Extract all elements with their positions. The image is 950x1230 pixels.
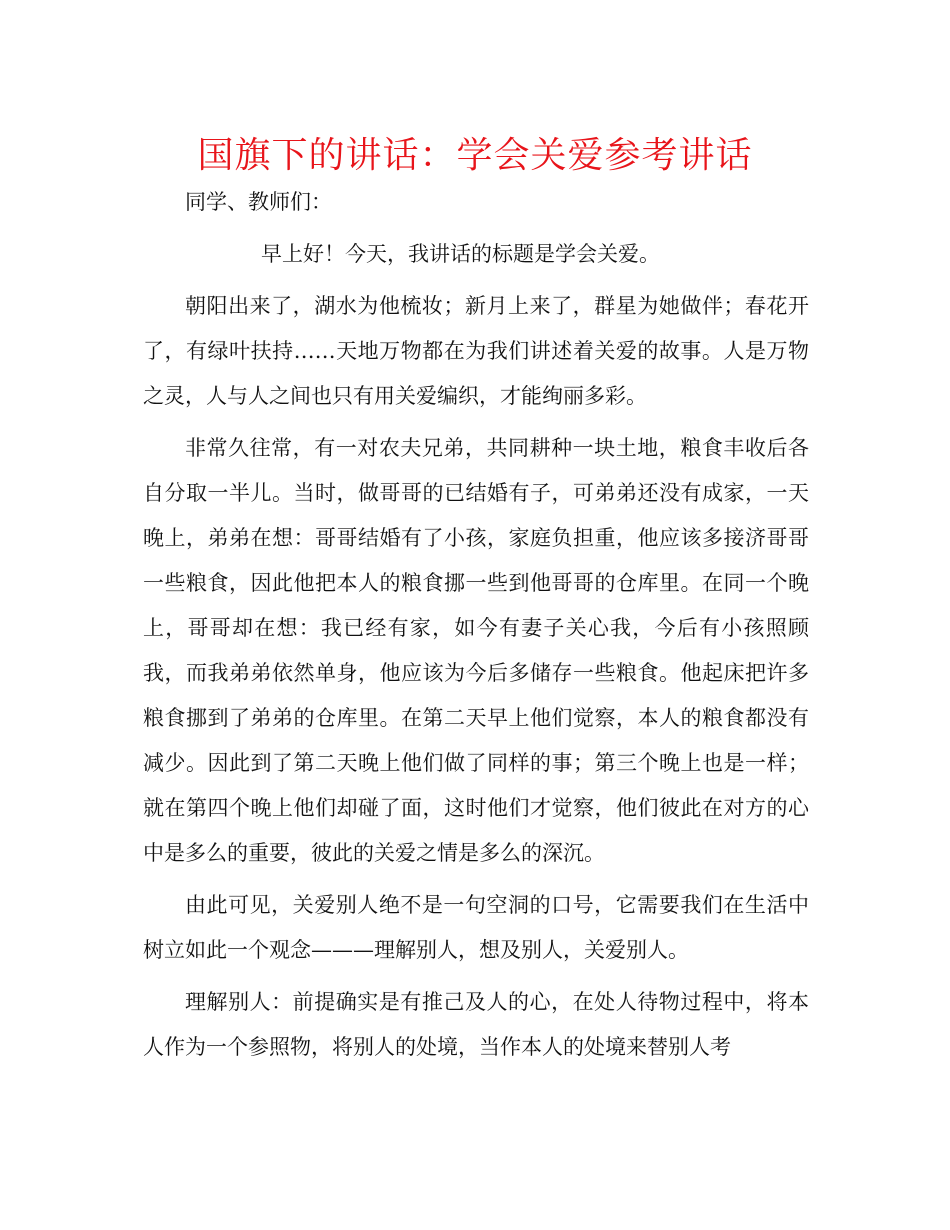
document-body <box>143 180 809 1077</box>
paragraph-conclusion: 由此可见，关爱别人绝不是一句空洞的口号，它需要我们在生活中树立如此一个观念———理解别人，想及别人，关爱别人。 <box>143 893 809 962</box>
paragraph-greeting: 早上好！今天，我讲话的标题是学会关爱。 <box>261 242 660 266</box>
paragraph-salutation: 同学、教师们： <box>185 190 332 214</box>
document-title: 国旗下的讲话：学会关爱参考讲话 <box>197 135 753 176</box>
paragraph-intro: 朝阳出来了，湖水为他梳妆；新月上来了，群星为她做伴；春花开了，有绿叶扶持……天地万物都在为我们讲述着关爱的故事。人是万物之灵，人与人之间也只有用关爱编织，才能绚丽多彩。 <box>143 294 809 408</box>
paragraph-understanding: 理解别人：前提确实是有推己及人的心，在处人待物过程中，将本人作为一个参照物，将别人的处境，当作本人的处境来替别人考 <box>143 990 809 1059</box>
paragraph-story: 非常久往常，有一对农夫兄弟，共同耕种一块土地，粮食丰收后各自分取一半儿。当时，做哥哥的已结婚有子，可弟弟还没有成家，一天晚上，弟弟在想：哥哥结婚有了小孩，家庭负担重，他应该多接济哥哥一些粮食，因此他把本人的粮食挪一些到他哥哥的仓库里。在同一个晚上，哥哥却在想：我已经有家，如今有妻子关心我，今后有小孩照顾我，而我弟弟依然单身，他应该为今后多储存一些粮食。他起床把许多粮食挪到了弟弟的仓库里。在第二天早上他们觉察，本人的粮食都没有减少。因此到了第二天晚上他们做了同样的事；第三个晚上也是一样；就在第四个晚上他们却碰了面，这时他们才觉察，他们彼此在对方的心中是多么的重要，彼此的关爱之情是多么的深沉。 <box>143 436 809 865</box>
